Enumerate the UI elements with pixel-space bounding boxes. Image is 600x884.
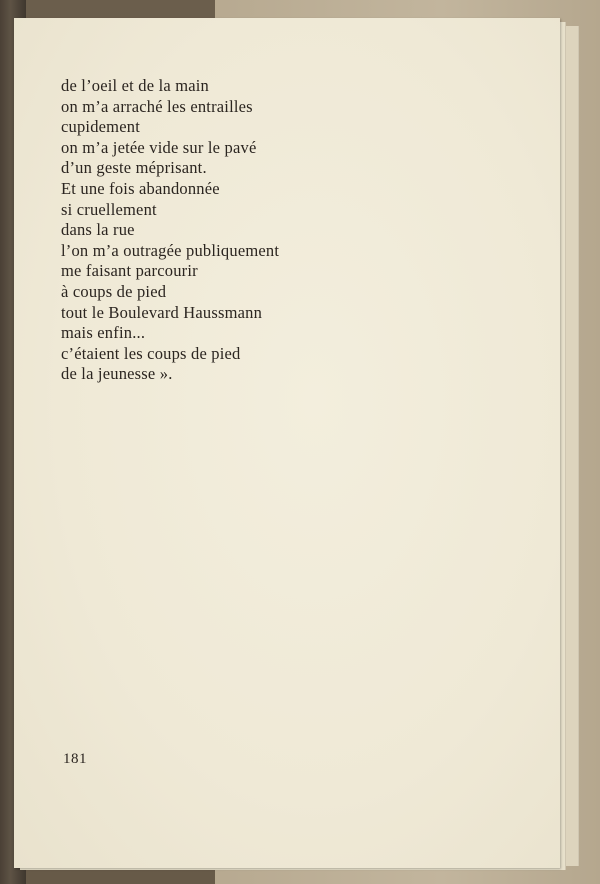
poem-line: me faisant parcourir	[61, 261, 198, 281]
poem-line: de la jeunesse ».	[61, 364, 173, 384]
poem-line: si cruellement	[61, 199, 157, 219]
page-number: 181	[63, 751, 87, 767]
poem-line: tout le Boulevard Haussmann	[61, 302, 263, 322]
poem-text	[61, 76, 279, 385]
poem-line: l’on m’a outragée publiquement	[61, 240, 280, 260]
poem-line: cupidement	[61, 117, 140, 137]
poem-line: de l’oeil et de la main	[61, 76, 210, 95]
poem-line: c’étaient les coups de pied	[61, 343, 241, 363]
poem-line: Et une fois abandonnée	[61, 178, 220, 198]
poem-line: on m’a arraché les entrailles	[61, 96, 253, 116]
poem-line: dans la rue	[61, 220, 135, 240]
poem-line: d’un geste méprisant.	[61, 158, 207, 178]
poem-line: à coups de pied	[61, 281, 167, 301]
book-page	[14, 18, 560, 868]
poem-line: on m’a jetée vide sur le pavé	[61, 137, 257, 157]
poem-line: mais enfin...	[61, 323, 146, 343]
